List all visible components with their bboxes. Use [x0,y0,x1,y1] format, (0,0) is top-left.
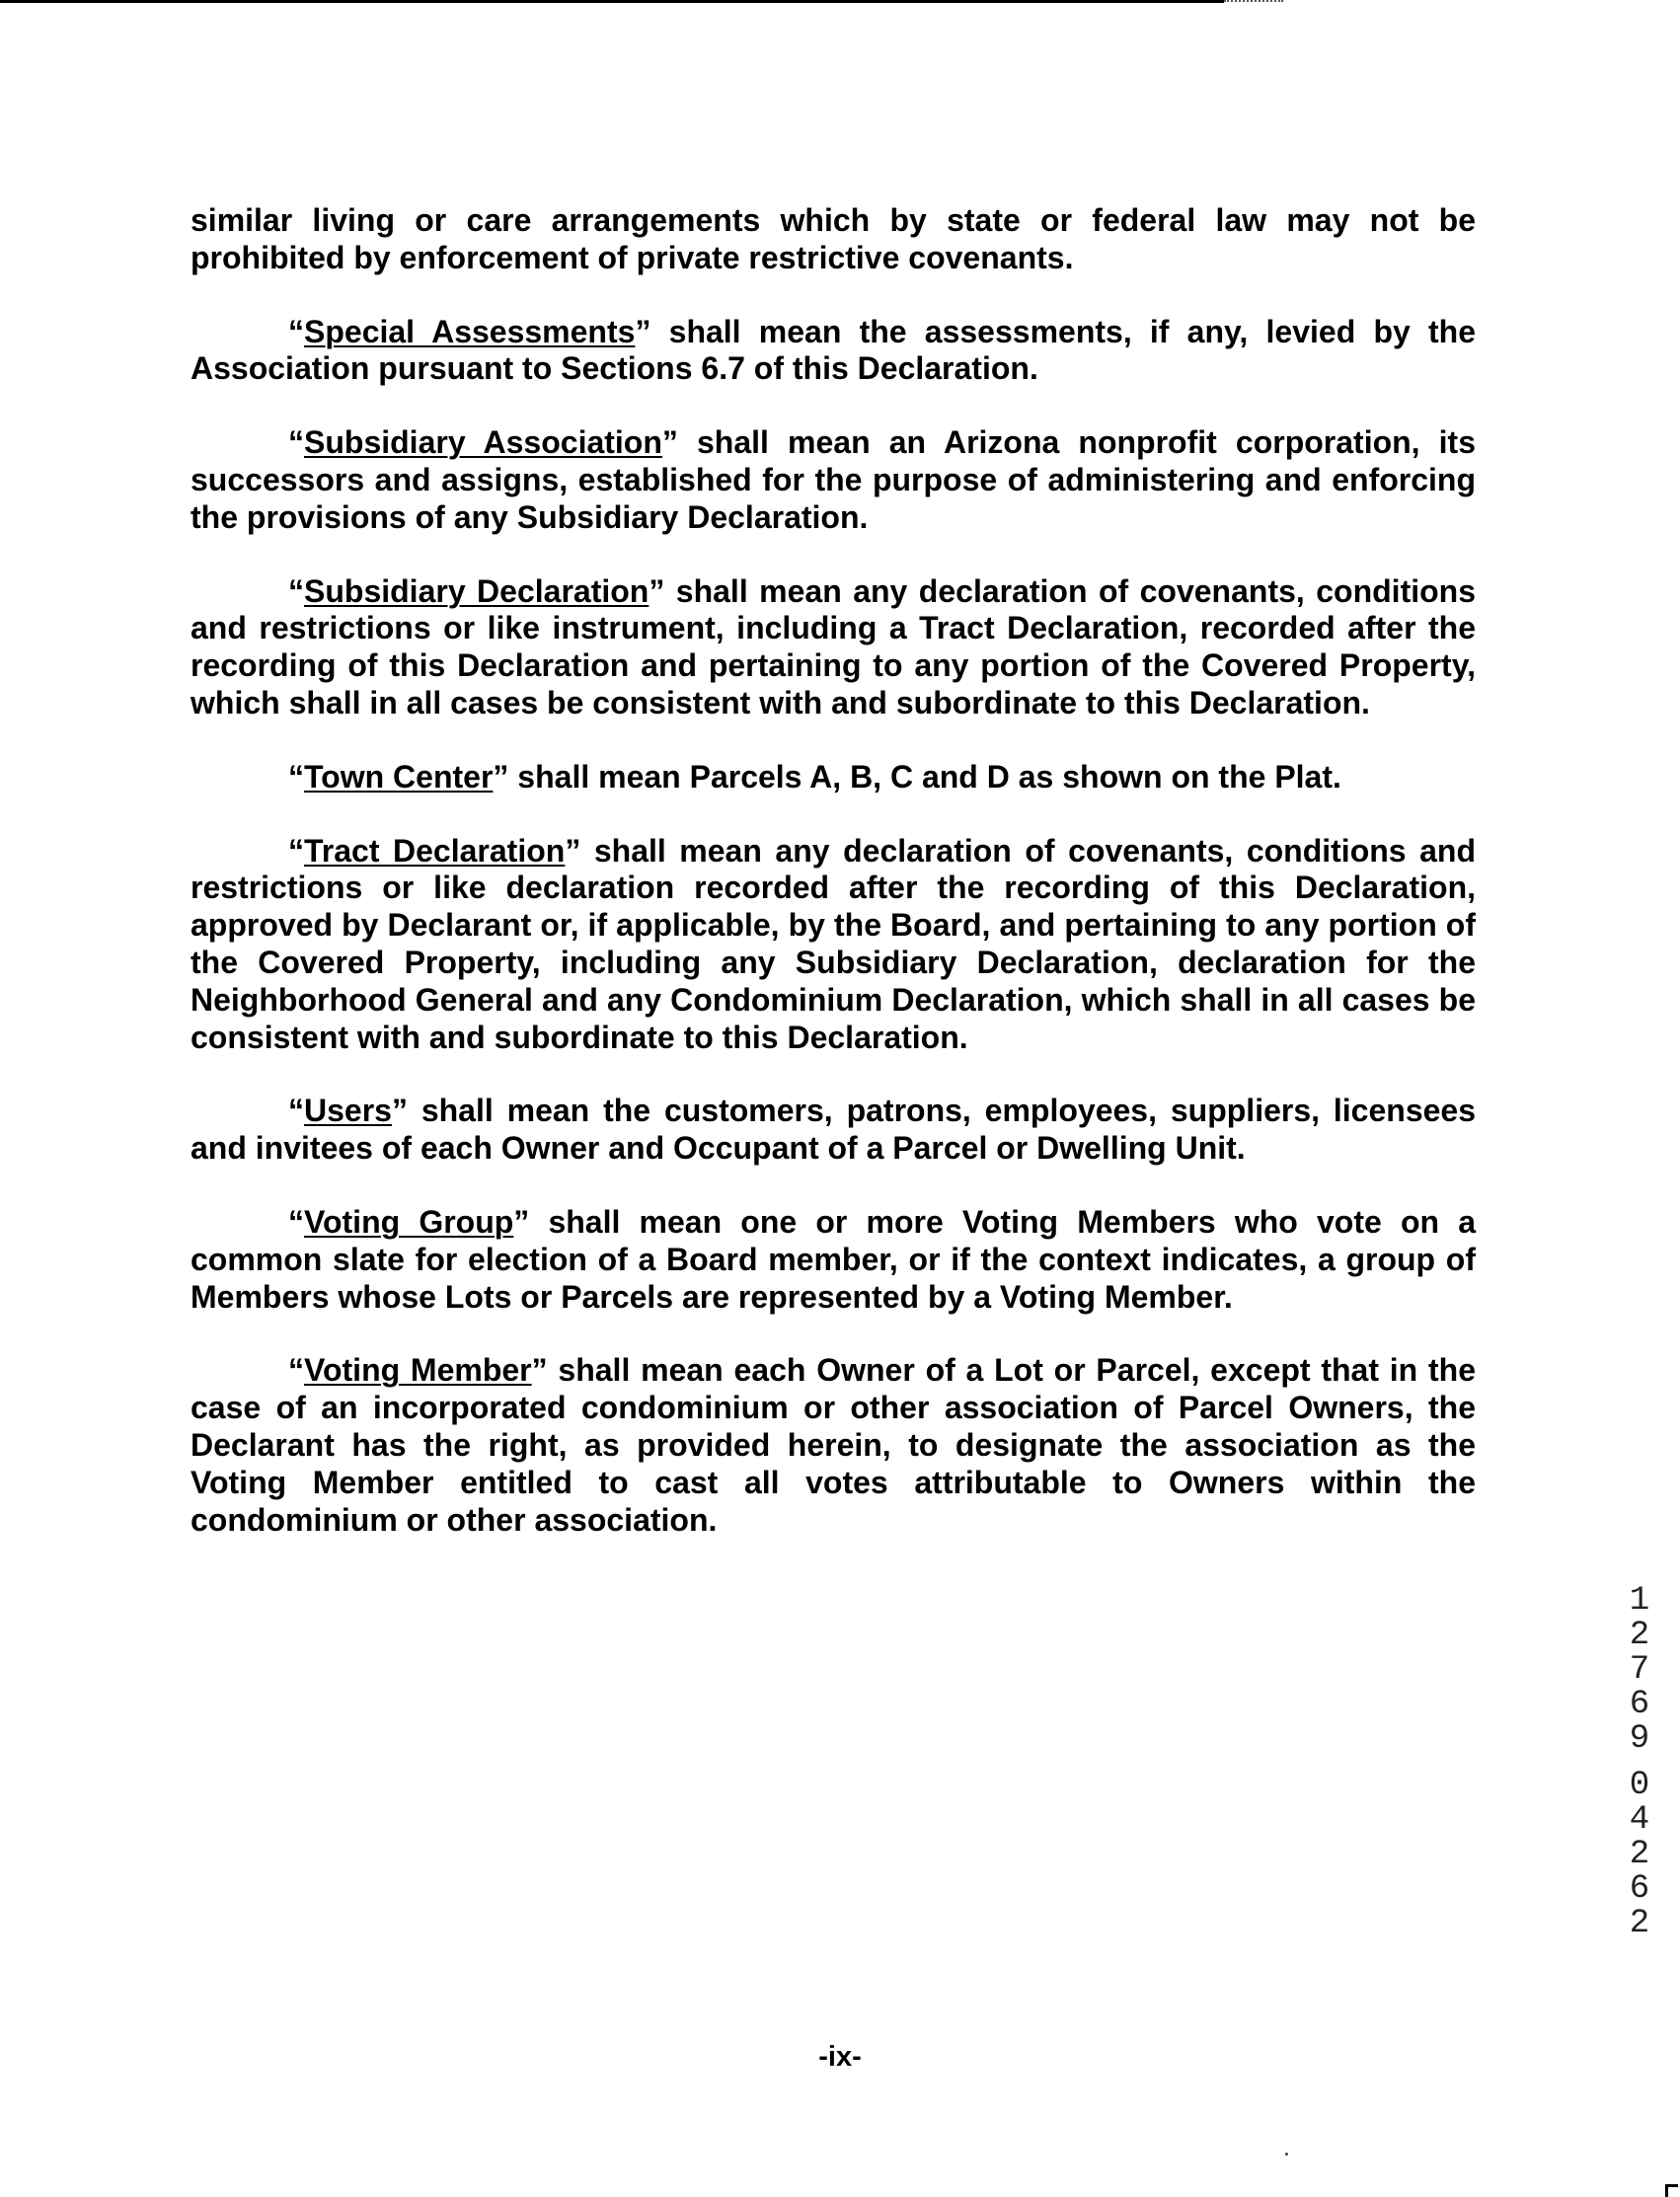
close-quote: ” [649,572,665,609]
definition-subsidiary-association [191,424,1476,536]
open-quote: “ [288,832,304,869]
scan-corner-mark [1665,2184,1678,2197]
definition-text: shall mean each Owner of a Lot or Parcel, except that in the case of an incorporated condominium or other association of Parcel Owners, the Declarant has the right, as provided herein, to designate the association as the Voting Member entitled to cast all votes attributable to Owners within the condominium or other association. [191,1352,1477,1538]
close-quote: ” [513,1203,530,1240]
close-quote: ” [565,832,581,869]
recording-digit: 6 [1629,1870,1650,1908]
definition-town-center [191,759,1476,796]
open-quote: “ [288,424,304,461]
recording-number-stamp [1622,1584,1657,1941]
scan-edge-line-faint [1224,0,1283,4]
defined-term: Town Center [304,758,494,795]
document-body [191,202,1476,1575]
definition-subsidiary-declaration [191,573,1476,722]
definition-special-assessments [191,314,1476,389]
definition-text: shall mean the customers, patrons, employees, suppliers, licensees and invitees of each Owner and Occupant of a Parcel or Dwelling Unit. [191,1093,1476,1167]
definition-voting-member [191,1352,1476,1539]
paragraph-text: similar living or care arrangements which by state or federal law may not be prohibited by enforcement of private restrictive covenants. [191,202,1476,275]
close-quote: ” [391,1093,408,1129]
scan-edge-line [0,0,1224,3]
defined-term: Voting Member [304,1352,532,1389]
defined-term: Users [304,1093,392,1129]
open-quote: “ [288,1203,304,1240]
paragraph-continuation [191,202,1476,277]
definition-text: shall mean one or more Voting Members who vote on a common slate for election of a Board member, or if the context indicates, a group of Members whose Lots or Parcels are represented by a Voting Member. [191,1203,1476,1315]
defined-term: Tract Declaration [304,832,566,869]
recording-digit: 9 [1629,1720,1650,1758]
open-quote: “ [288,313,304,349]
defined-term: Subsidiary Declaration [304,572,649,609]
definition-text: shall mean any declaration of covenants, conditions and restrictions or like declaration recorded after the recording of this Declaration, approved by Declarant or, if applicable, by the Board, and pertaining to any portion of the Covered Property, including any Subsidiary Declaration, declaration for the Neighborhood General and any Condominium Declaration, which shall in all cases be consistent with and subordinate to this Declaration. [191,832,1477,1055]
open-quote: “ [288,758,304,795]
defined-term: Subsidiary Association [304,424,662,461]
open-quote: “ [288,1352,304,1389]
recording-digit: 2 [1629,1905,1650,1942]
defined-term: Voting Group [304,1203,514,1240]
recording-digit: 4 [1629,1801,1650,1839]
close-quote: ” [635,313,651,349]
definition-text: shall mean the assessments, if any, levied by the Association pursuant to Sections 6.7 of this Declaration. [191,313,1477,387]
recording-digit: 0 [1629,1767,1650,1804]
definition-text: shall mean any declaration of covenants, conditions and restrictions or like instrument, including a Tract Declaration, recorded after the recording of this Declaration and pertaining to any portion of the Covered Property, which shall in all cases be consistent with and subordinate to this Declaration. [191,572,1477,720]
close-quote: ” [661,424,678,461]
recording-digit: 1 [1629,1582,1650,1620]
definition-text: shall mean an Arizona nonprofit corporation, its successors and assigns, established for the purpose of administering and enforcing the provisions of any Subsidiary Declaration. [191,424,1477,535]
open-quote: “ [288,572,304,609]
recording-digit: 2 [1629,1836,1650,1873]
open-quote: “ [288,1093,304,1129]
definition-users [191,1093,1476,1168]
recording-digit: 2 [1629,1617,1650,1654]
page-number: -ix- [818,2041,862,2073]
close-quote: ” [493,758,509,795]
recording-digit: 7 [1629,1651,1650,1689]
definition-text: shall mean Parcels A, B, C and D as shown on the Plat. [508,758,1341,795]
recording-digit: 6 [1629,1686,1650,1723]
definition-voting-group [191,1204,1476,1316]
scan-speck [1285,2153,1288,2156]
definition-tract-declaration [191,833,1476,1057]
defined-term: Special Assessments [304,313,636,349]
close-quote: ” [531,1352,548,1389]
